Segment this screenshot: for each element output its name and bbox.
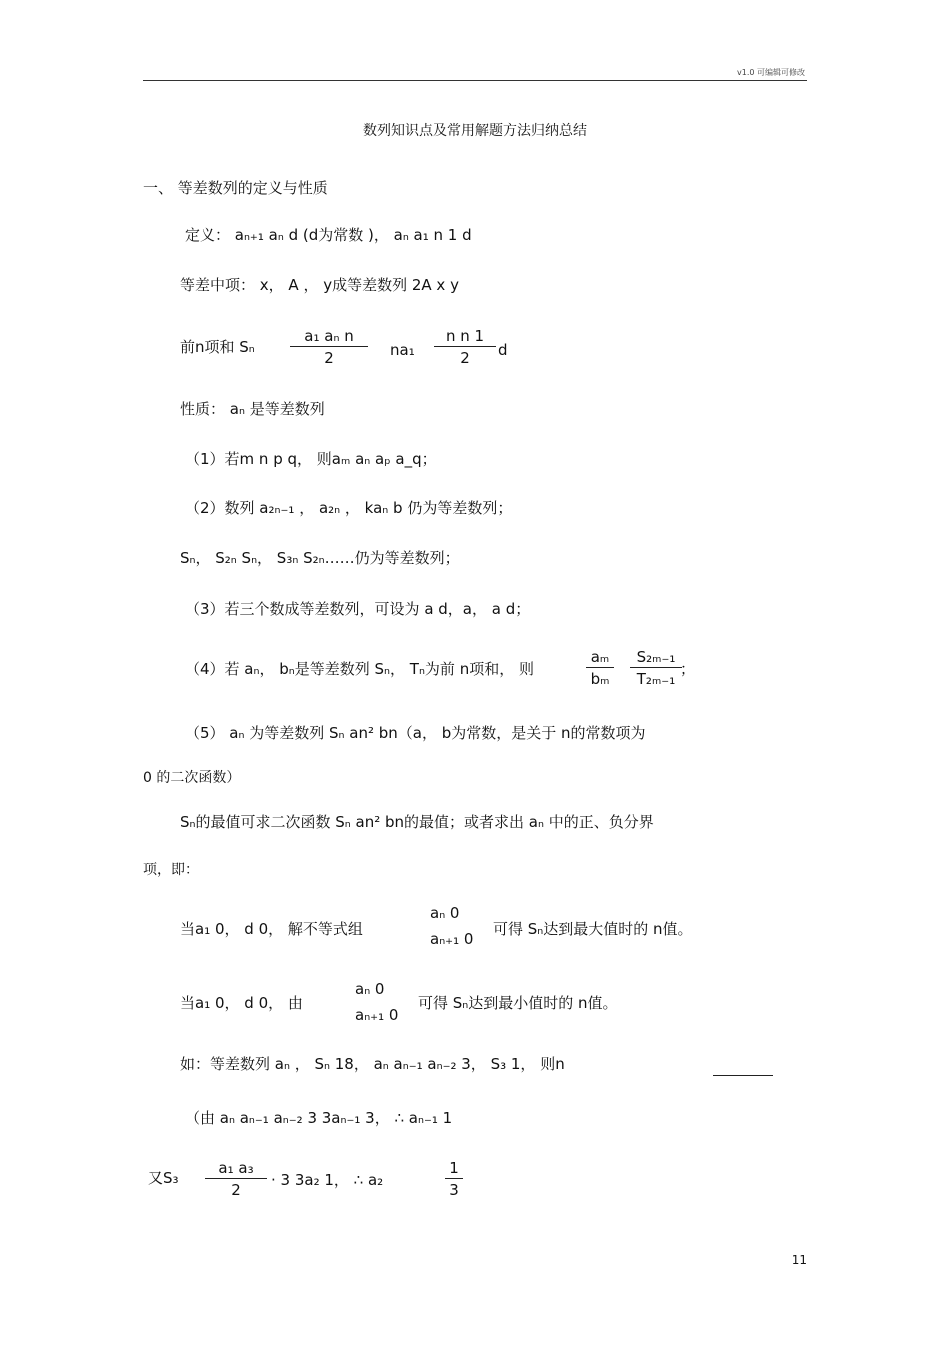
- sum-fraction-1: [290, 326, 368, 367]
- sum-suffix: d: [498, 341, 508, 359]
- sum-fraction-2-denominator: 2: [460, 349, 470, 367]
- p4-fraction-1-numerator: aₘ: [586, 647, 614, 668]
- sum-fraction-1-numerator: a₁ aₙ n: [290, 326, 368, 347]
- header-rule: [143, 80, 807, 81]
- case-2-ineq-bottom: aₙ₊₁ 0: [355, 1006, 399, 1024]
- property-2b: Sₙ， S₂ₙ Sₙ， S₃ₙ S₂ₙ……仍为等差数列；: [180, 549, 460, 567]
- property-5: （5） aₙ 为等差数列 Sₙ an² bn（a， b为常数，是关于 n的常数项为: [185, 724, 646, 742]
- section-heading: 一、 等差数列的定义与性质: [143, 179, 328, 197]
- p4-fraction-1: [586, 647, 614, 688]
- p4-suffix: ；: [680, 660, 696, 678]
- property-2: （2）数列 a₂ₙ₋₁ ， a₂ₙ ， kaₙ b 仍为等差数列；: [185, 499, 513, 517]
- page-number: 11: [791, 1253, 807, 1267]
- property-1: （1）若m n p q， 则aₘ aₙ aₚ a_q；: [185, 450, 437, 468]
- property-4-prefix: （4）若 aₙ， bₙ是等差数列 Sₙ， Tₙ为前 n项和， 则: [185, 660, 534, 678]
- p4-fraction-2: [630, 647, 682, 688]
- case-1-inequality-system: [430, 900, 473, 952]
- answer-blank: [713, 1075, 773, 1076]
- middle-term-line: 等差中项： x， A ， y成等差数列 2A x y: [180, 276, 459, 294]
- solution-line-1: （由 aₙ aₙ₋₁ aₙ₋₂ 3 3aₙ₋₁ 3， ∴ aₙ₋₁ 1: [185, 1109, 453, 1127]
- definition-line: 定义： aₙ₊₁ aₙ d (d为常数 )， aₙ a₁ n 1 d: [185, 226, 472, 244]
- solution-fraction-2-numerator: 1: [445, 1158, 463, 1179]
- extremum-line-1: Sₙ的最值可求二次函数 Sₙ an² bn的最值；或者求出 aₙ 中的正、负分界: [180, 813, 654, 831]
- case-2-ineq-top: aₙ 0: [355, 980, 385, 998]
- property-3: （3）若三个数成等差数列，可设为 a d，a， a d；: [185, 600, 531, 618]
- solution-fraction-1-denominator: 2: [231, 1181, 241, 1199]
- case-2-prefix: 当a₁ 0， d 0， 由: [180, 994, 303, 1012]
- solution-fraction-1-numerator: a₁ a₃: [205, 1158, 267, 1179]
- sum-fraction-2: [434, 326, 496, 367]
- property-line: 性质： aₙ 是等差数列: [180, 400, 325, 418]
- case-1-ineq-bottom: aₙ₊₁ 0: [430, 930, 474, 948]
- header-version-tag: v1.0 可编辑可修改: [737, 68, 805, 77]
- case-1-prefix: 当a₁ 0， d 0， 解不等式组: [180, 920, 363, 938]
- page-title: 数列知识点及常用解题方法归纳总结: [363, 123, 587, 139]
- p4-fraction-2-denominator: T₂ₘ₋₁: [636, 670, 676, 688]
- extremum-line-2: 项，即：: [143, 862, 199, 878]
- case-1-ineq-top: aₙ 0: [430, 904, 460, 922]
- case-2-suffix: 可得 Sₙ达到最小值时的 n值。: [418, 994, 618, 1012]
- solution-line-2-middle: · 3 3a₂ 1， ∴ a₂: [271, 1171, 384, 1189]
- sum-fraction-1-denominator: 2: [324, 349, 334, 367]
- example-line: 如：等差数列 aₙ ， Sₙ 18， aₙ aₙ₋₁ aₙ₋₂ 3， S₃ 1， 则n: [180, 1055, 565, 1073]
- p4-fraction-1-denominator: bₘ: [590, 670, 610, 688]
- sum-fraction-2-numerator: n n 1: [434, 326, 496, 347]
- case-2-inequality-system: [355, 976, 398, 1028]
- solution-fraction-2-denominator: 3: [449, 1181, 459, 1199]
- sum-prefix: 前n项和 Sₙ: [180, 338, 255, 356]
- solution-fraction-2: [445, 1158, 463, 1199]
- p4-fraction-2-numerator: S₂ₘ₋₁: [630, 647, 682, 668]
- sum-middle: na₁: [390, 341, 415, 359]
- solution-line-2-prefix: 又S₃: [148, 1169, 179, 1187]
- case-1-suffix: 可得 Sₙ达到最大值时的 n值。: [493, 920, 693, 938]
- property-5b: 0 的二次函数）: [143, 770, 241, 786]
- solution-fraction-1: [205, 1158, 267, 1199]
